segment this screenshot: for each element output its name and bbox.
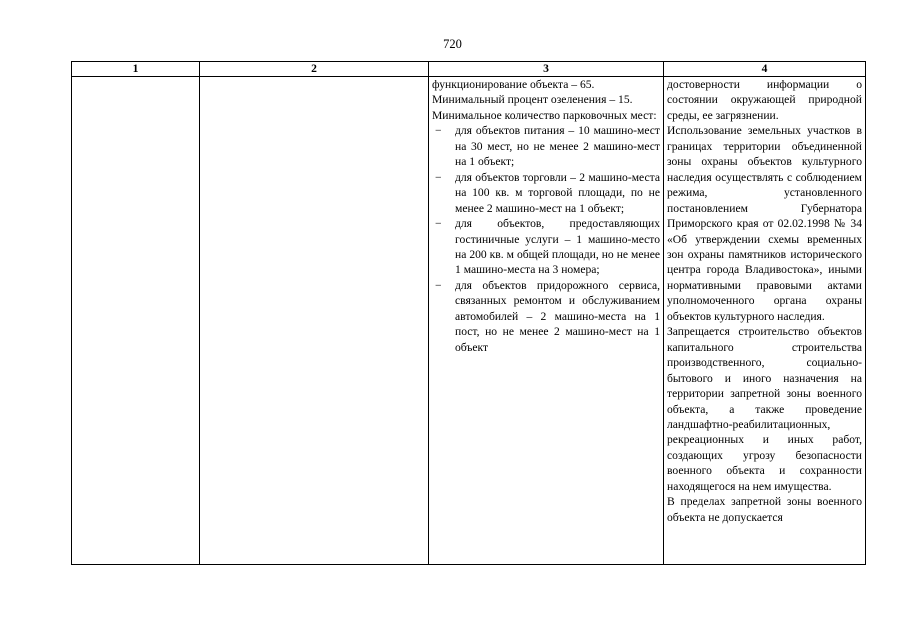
table-row xyxy=(72,77,866,565)
regulation-table xyxy=(71,61,866,565)
parking-requirements-list xyxy=(432,123,660,355)
col4-paragraph: Запрещается строительство объектов капитального строительства производственного, социально-бытового и иного назначения на территории запретной зоны военного объекта, а также проведение ландшафтно-реабилитационных, рекреационных и иных работ, создающих угрозу безопасности военного объекта и сохранности находящегося на нем имущества. xyxy=(667,325,862,493)
col4-paragraph: достоверности информации о состоянии окружающей природной среды, ее загрязнении. xyxy=(667,78,862,122)
cell-col2 xyxy=(200,77,429,565)
column-header-3: 3 xyxy=(429,62,664,77)
page-number: 720 xyxy=(443,37,462,51)
column-header-4: 4 xyxy=(664,62,866,77)
list-item-text: для объектов торговли – 2 машино-места на 100 кв. м торговой площади, по не менее 2 машино-мест на 1 объект; xyxy=(455,170,660,215)
list-item xyxy=(432,216,660,278)
col3-paragraph: Минимальный процент озеленения – 15. xyxy=(432,93,633,107)
cell-col1 xyxy=(72,77,200,565)
col3-paragraph: функционирование объекта – 65. xyxy=(432,78,595,91)
list-item xyxy=(432,123,660,169)
table-header-row xyxy=(72,62,866,77)
col3-paragraph: Минимальное количество парковочных мест: xyxy=(432,108,657,122)
dash-bullet: − xyxy=(435,170,442,184)
col4-paragraph: Использование земельных участков в границах территории объединенной зоны охраны объектов культурного наследия осуществлять с соблюдением режима, установленного постановлением Губернатора Приморского края от 02.02.1998 № 34 «Об утверждении схемы временных зон охраны памятников исторического центра города Владивостока», иными нормативными правовыми актами уполномоченного органа охраны объектов культурного наследия. xyxy=(667,124,862,323)
dash-bullet: − xyxy=(435,124,442,138)
column-header-1: 1 xyxy=(72,62,200,77)
cell-col4 xyxy=(664,77,866,565)
dash-bullet: − xyxy=(435,278,442,292)
cell-col3 xyxy=(429,77,664,565)
dash-bullet: − xyxy=(435,217,442,231)
list-item xyxy=(432,170,660,216)
list-item-text: для объектов, предоставляющих гостиничные услуги – 1 машино-место на 200 кв. м общей площади, но не менее 1 машино-места на 3 номера; xyxy=(455,217,660,277)
col4-paragraph: В пределах запретной зоны военного объекта не допускается xyxy=(667,495,862,524)
list-item xyxy=(432,278,660,355)
list-item-text: для объектов придорожного сервиса, связанных ремонтом и обслуживанием автомобилей – 2 машино-места на 1 пост, но не менее 2 машино-мест на 1 объект xyxy=(455,278,660,354)
column-header-2: 2 xyxy=(200,62,429,77)
list-item-text: для объектов питания – 10 машино-мест на 30 мест, но не менее 2 машино-мест на 1 объект; xyxy=(455,124,660,169)
